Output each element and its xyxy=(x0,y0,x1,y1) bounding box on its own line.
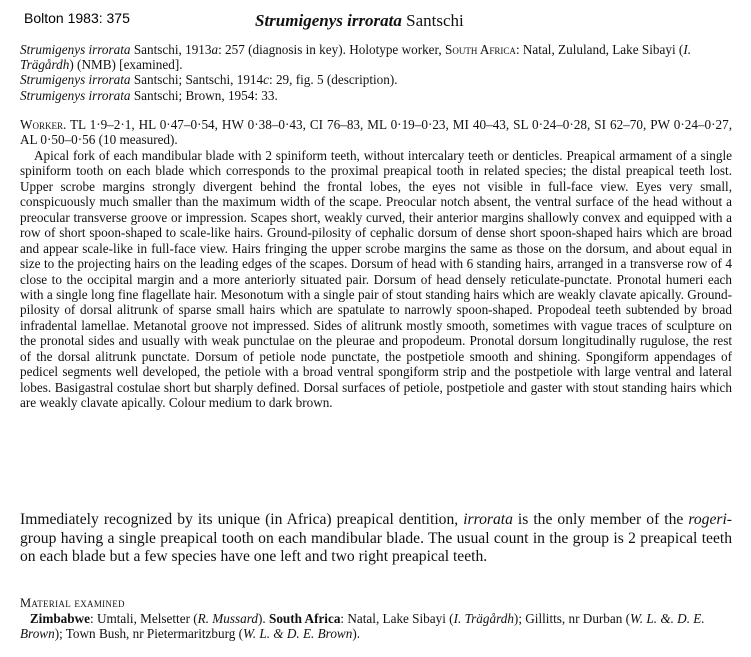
ref-species: Strumigenys irrorata xyxy=(20,42,131,57)
measurements-text: . TL 1·9–2·1, HL 0·47–0·54, HW 0·38–0·43, CI 76–83, ML 0·19–0·23, MI 40–43, SL 0·24–0·28, SI 62–70, PW 0·24–0·27, AL 0·50–0·56 (10 measured). xyxy=(20,117,732,148)
material-text: : Umtali, Melsetter ( xyxy=(89,611,198,626)
worker-description xyxy=(20,117,732,411)
material-text: ). xyxy=(352,626,361,642)
ref-suffix: a xyxy=(211,42,219,57)
reference-entry xyxy=(20,88,732,103)
ref-species: Strumigenys irrorata xyxy=(20,87,131,103)
remark-text: Immediately recognized by its unique (in Africa) preapical dentition, xyxy=(20,511,464,528)
material-examined xyxy=(20,611,732,642)
material-text: ); Town Bush, nr Pietermaritzburg ( xyxy=(54,626,244,642)
remark-text: is the only member of the xyxy=(512,511,689,528)
material-text: ); Gillitts, nr Durban ( xyxy=(513,611,631,626)
material-text: : Natal, Lake Sibayi ( xyxy=(340,611,454,626)
description-paragraph: Apical fork of each mandibular blade with 2 spiniform teeth, without intercalary teeth or denticles. Preapical armament of a single spiniform tooth on each blade which corresponds to the proximal preapical tooth in related species; the distal preapical teeth lost. Upper scrobe margins strongly divergent behind the frontal lobes, the eyes not visible in full-face view. Eyes very small, conspicuously much smaller than the maximum width of the scape. Preocular notch absent, the ventral surface of the head without a preocular transverse groove or impression. Scapes short, weakly curved, their anterior margins shallowly convex and equipped with a row of short spoon-shaped to scale-like hairs. Ground-pilosity of cephalic dorsum of dense short spoon-shaped hairs which are broad and appear scale-like in full-face view. Hairs fringing the upper scrobe margins the same as those on the dorsum, and about equal in size to the projecting hairs on the leading edges of the scapes. Dorsum of head with 6 standing hairs, arranged in a transverse row of 4 close to the occipital margin and a more anteriorly situated pair. Dorsum of head densely reticulate-punctate. Pronotal humeri each with a single long fine flagellate hair. Mesonotum with a single pair of stout standing hairs which are weakly clavate apically. Ground-pilosity of dorsal alitrunk of sparse small hairs which are spatulate to narrowly spoon-shaped. Propodeal teeth subtended by broad infradental lamellae. Metanotal groove not impressed. Sides of alitrunk mostly smooth, sometimes with vague traces of sculpture on the pronotal sides and usually with weak punctulae on the pleurae and propodeum. Pronotal dorsum longitudinally rugulose, the rest of the dorsal alitrunk punctate. Dorsum of petiole node punctate, the postpetiole smooth and shining. Spongiform appendages of pedicel segments well developed, the petiole with a broad ventral spongiform strip and the postpetiole with large ventral and lateral lobes. Basigastral costulae short but sharply defined. Dorsal surfaces of petiole, postpetiole and gaster with stout standing hairs which are weakly clavate apically. Colour medium to dark brown. xyxy=(20,147,732,411)
material-paragraph xyxy=(20,611,732,642)
remark-text: -group having a single preapical tooth on each mandibular blade. The usual count in the group is 2 preapical teeth on each blade but a few species have one left and two right preapical teeth. xyxy=(20,511,732,566)
source-citation: Bolton 1983: 375 xyxy=(24,10,130,26)
ref-rest: : 29, fig. 5 (description). xyxy=(268,72,398,88)
measurements-paragraph xyxy=(20,117,732,148)
page-title xyxy=(255,11,464,31)
ref-region: South Africa xyxy=(445,42,516,57)
remark-paragraph xyxy=(20,511,732,567)
ref-text: Santschi; Brown, 1954: 33. xyxy=(130,87,278,103)
remark-species: irrorata xyxy=(463,511,513,528)
country-south-africa: South Africa xyxy=(268,611,341,626)
collector-name: R. Mussard xyxy=(197,611,258,626)
collector-name: W. L. & D. E. Brown xyxy=(243,626,353,642)
title-species: Strumigenys irrorata xyxy=(255,11,402,30)
ref-suffix: c xyxy=(263,72,269,88)
ref-rest: : 257 (diagnosis in key). Holotype worker, xyxy=(218,42,445,57)
reference-entry xyxy=(20,72,732,87)
synonymy-references xyxy=(20,42,732,103)
title-author: Santschi xyxy=(406,11,464,30)
ref-locality: : Natal, Zululand, Lake Sibayi ( xyxy=(515,42,684,57)
ref-species: Strumigenys irrorata xyxy=(20,72,131,88)
country-zimbabwe: Zimbabwe xyxy=(29,611,90,626)
ref-collector: I. Trägårdh xyxy=(20,42,692,73)
material-text: ). xyxy=(257,611,269,626)
collector-name: W. L. &. D. E. Brown xyxy=(20,611,705,642)
ref-text: Santschi; Santschi, 1914 xyxy=(130,72,264,88)
material-heading: Material examined xyxy=(20,596,125,610)
collector-name: I. Trägårdh xyxy=(453,611,514,626)
remark-group: rogeri xyxy=(688,511,727,528)
worker-label: Worker xyxy=(20,117,63,132)
diagnostic-remark xyxy=(20,511,732,567)
reference-entry xyxy=(20,42,732,72)
ref-text: Santschi, 1913 xyxy=(130,42,212,57)
ref-end: ) (NMB) [examined]. xyxy=(69,57,183,73)
